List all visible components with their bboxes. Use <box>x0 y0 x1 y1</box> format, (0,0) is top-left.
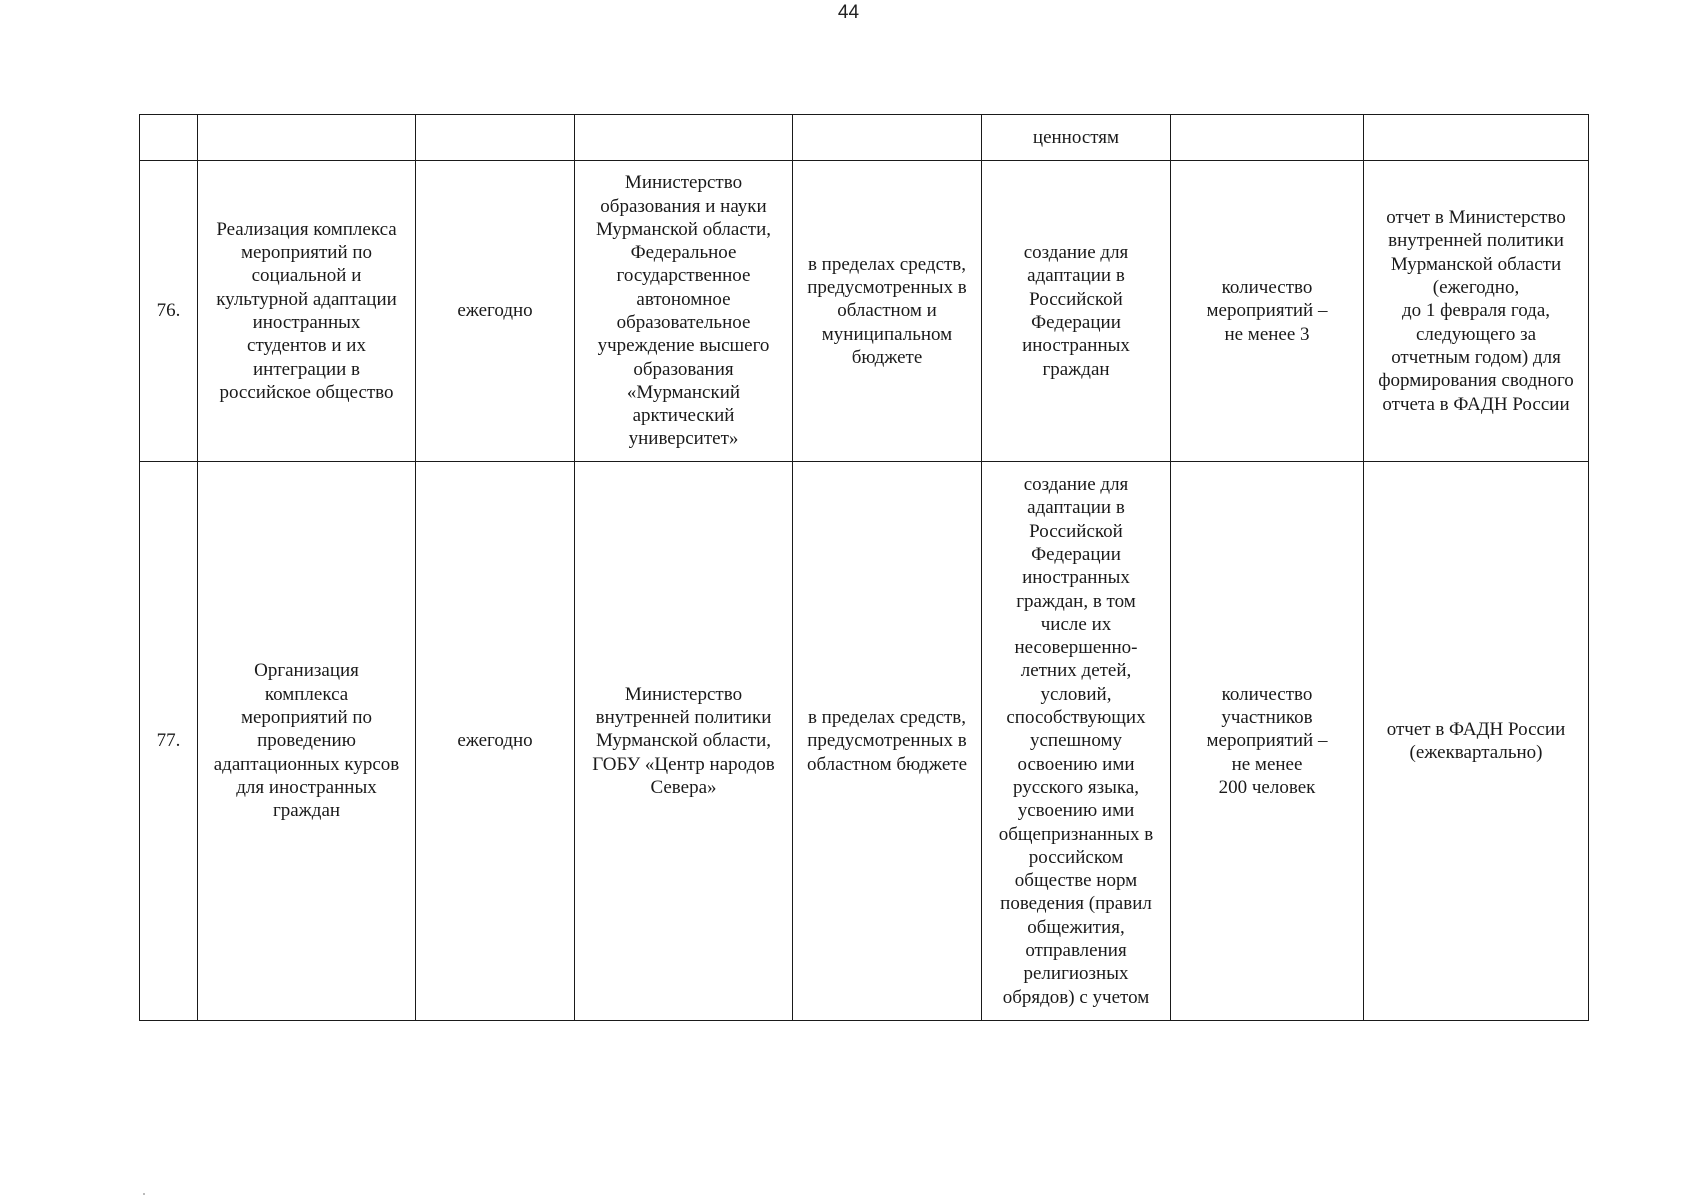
cell-financing: в пределах средств, предусмотренных в областном бюджете <box>793 462 982 1021</box>
cell-executors <box>575 115 793 161</box>
cell-term: ежегодно <box>416 462 575 1021</box>
cell-financing <box>793 115 982 161</box>
table-row-76 <box>140 161 1589 462</box>
cell-num: 76. <box>140 161 198 462</box>
cell-executors: Министерство внутренней политики Мурманской области, ГОБУ «Центр народов Севера» <box>575 462 793 1021</box>
cell-measure <box>198 115 416 161</box>
cell-report: отчет в Министерство внутренней политики Мурманской области (ежегодно, до 1 февраля года, следующего за отчетным годом) для формирования сводного отчета в ФАДН России <box>1364 161 1589 462</box>
cell-term <box>416 115 575 161</box>
cell-num <box>140 115 198 161</box>
table-row-continuation <box>140 115 1589 161</box>
cell-report <box>1364 115 1589 161</box>
page-number: 44 <box>837 2 860 23</box>
cell-measure: Реализация комплекса мероприятий по социальной и культурной адаптации иностранных студентов и их интеграции в российское общество <box>198 161 416 462</box>
cell-indicator <box>1171 115 1364 161</box>
cell-result: создание для адаптации в Российской Федерации иностранных граждан, в том числе их несовершенно- летних детей, условий, способствующих успешному освоению ими русского языка, усвоению ими общепризнанных в российском обществе норм поведения (правил общежития, отправления религиозных обрядов) с учетом <box>982 462 1171 1021</box>
cell-result: создание для адаптации в Российской Федерации иностранных граждан <box>982 161 1171 462</box>
cell-result: ценностям <box>982 115 1171 161</box>
cell-measure: Организация комплекса мероприятий по проведению адаптационных курсов для иностранных граждан <box>198 462 416 1021</box>
cell-executors: Министерство образования и науки Мурманской области, Федеральное государственное автономное образовательное учреждение высшего образования «Мурманский арктический университет» <box>575 161 793 462</box>
table-row-77 <box>140 462 1589 1021</box>
cell-financing: в пределах средств, предусмотренных в областном и муниципальном бюджете <box>793 161 982 462</box>
scan-speck <box>143 1193 145 1195</box>
cell-indicator: количество мероприятий – не менее 3 <box>1171 161 1364 462</box>
cell-indicator: количество участников мероприятий – не менее 200 человек <box>1171 462 1364 1021</box>
cell-report: отчет в ФАДН России (ежеквартально) <box>1364 462 1589 1021</box>
measures-table <box>139 114 1589 1021</box>
cell-term: ежегодно <box>416 161 575 462</box>
cell-num: 77. <box>140 462 198 1021</box>
